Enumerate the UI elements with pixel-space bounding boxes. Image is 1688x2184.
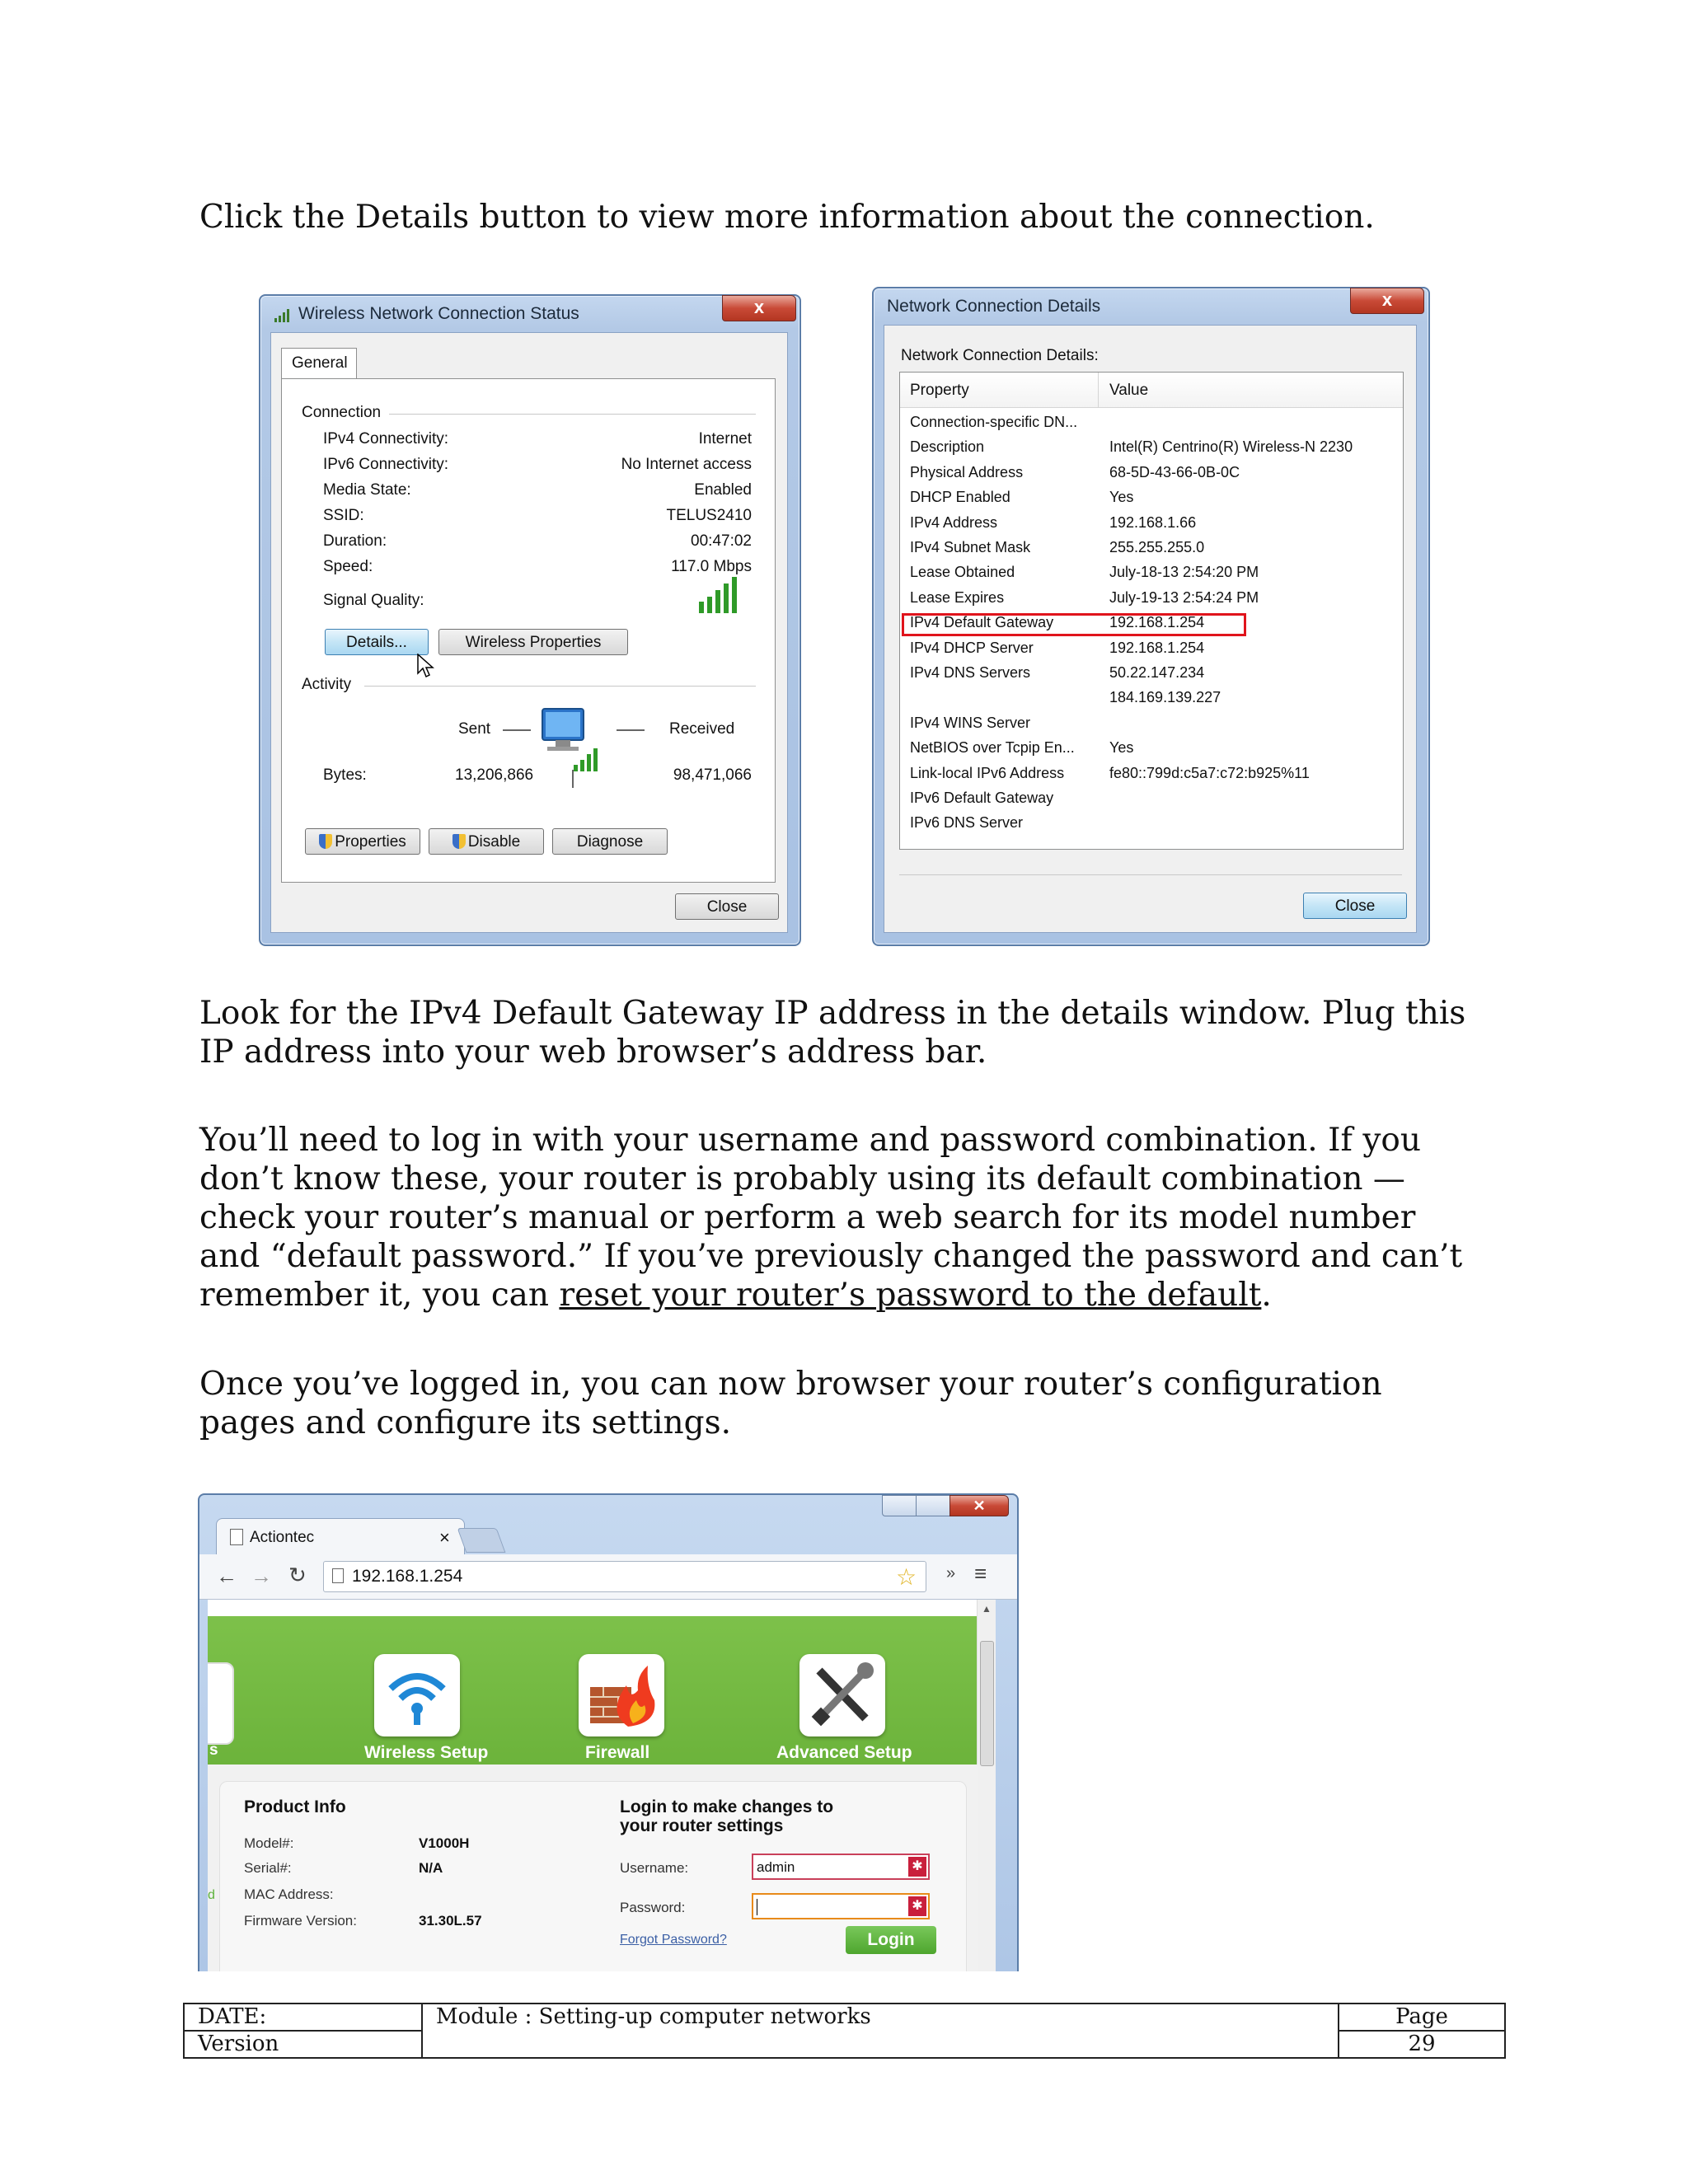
detail-value: 255.255.255.0: [1109, 539, 1205, 555]
detail-value: 50.22.147.234: [1109, 664, 1205, 681]
activity-divider: [364, 686, 756, 687]
nav-firewall[interactable]: [579, 1654, 702, 1765]
details-close-button[interactable]: Close: [1303, 893, 1407, 919]
paragraph-gateway-instruction: Look for the IPv4 Default Gateway IP address in the details window. Plug this IP address into your web browser’s address bar.: [199, 995, 1466, 1071]
ipv6-connectivity-value: No Internet access: [621, 456, 752, 473]
tab-general[interactable]: General: [281, 348, 357, 379]
uac-shield-icon: [319, 834, 332, 849]
page-scrollbar[interactable]: ▲: [977, 1600, 996, 1971]
status-close-button[interactable]: Close: [675, 893, 779, 920]
sent-label: Sent: [458, 720, 491, 738]
browser-toolbar: [199, 1554, 1017, 1600]
address-page-icon: [332, 1568, 344, 1583]
model-label: Model#:: [244, 1835, 294, 1851]
nav-advanced-setup[interactable]: [776, 1654, 941, 1765]
wireless-properties-button[interactable]: Wireless Properties: [438, 629, 628, 655]
wireless-icon: [374, 1654, 460, 1736]
browser-window: [198, 1493, 1019, 1971]
new-tab-button[interactable]: [457, 1528, 506, 1553]
detail-property: Connection-specific DN...: [910, 414, 1078, 430]
back-arrow-icon[interactable]: ←: [216, 1563, 237, 1588]
details-list: [899, 372, 1404, 850]
address-bar[interactable]: [323, 1561, 926, 1592]
login-heading-line2: your router settings: [620, 1816, 784, 1835]
nav-partial-label[interactable]: s: [209, 1741, 218, 1759]
paragraph-configure-instruction: Once you’ve logged in, you can now browser your router’s configuration pages and configure its settings.: [199, 1366, 1382, 1441]
footer-table: [183, 2003, 1506, 2059]
password-label: Password:: [620, 1900, 686, 1915]
footer-date-label: DATE:: [184, 2004, 422, 2031]
product-info-heading: Product Info: [244, 1797, 346, 1816]
status-window: [259, 294, 801, 946]
signal-quality-label: Signal Quality:: [323, 592, 424, 609]
uac-shield-icon: [452, 834, 466, 849]
speed-label: Speed:: [323, 558, 373, 575]
detail-property: IPv6 Default Gateway: [910, 790, 1054, 806]
detail-property: IPv4 Address: [910, 513, 998, 531]
status-window-title: Wireless Network Connection Status: [298, 304, 579, 323]
properties-button[interactable]: [305, 828, 420, 855]
duration-label: Duration:: [323, 532, 387, 550]
serial-label: Serial#:: [244, 1860, 292, 1876]
detail-value: Intel(R) Centrino(R) Wireless-N 2230: [1109, 438, 1353, 456]
address-text: 192.168.1.254: [352, 1567, 463, 1586]
detail-value: Yes: [1109, 489, 1134, 506]
bytes-label: Bytes:: [323, 766, 367, 784]
received-line: [617, 729, 645, 731]
nav-wireless-setup-label: Wireless Setup: [364, 1743, 489, 1762]
advanced-setup-icon: [799, 1654, 885, 1736]
paragraph-details-instruction: Click the Details button to view more information about the connection.: [199, 199, 1375, 236]
signal-bars-icon: [697, 577, 742, 617]
detail-property: Lease Expires: [910, 588, 1005, 606]
disable-button[interactable]: [429, 828, 544, 855]
browser-tab-close-icon[interactable]: ×: [439, 1527, 450, 1548]
bytes-sent-value: 13,206,866: [455, 766, 534, 784]
tab-panel: [281, 378, 776, 883]
reload-icon[interactable]: ↻: [288, 1563, 307, 1587]
reset-password-link[interactable]: reset your router’s password to the default: [559, 1277, 1262, 1314]
detail-property: IPv6 DNS Server: [910, 814, 1024, 832]
forward-arrow-icon[interactable]: →: [251, 1563, 272, 1588]
maximize-button[interactable]: [916, 1495, 950, 1516]
detail-property: IPv4 Default Gateway: [910, 614, 1054, 631]
footer-page-number: 29: [1339, 2031, 1505, 2058]
detail-property: NetBIOS over Tcpip En...: [910, 739, 1075, 757]
media-state-label: Media State:: [323, 481, 411, 499]
detail-property: DHCP Enabled: [910, 489, 1010, 506]
detail-property: IPv4 DNS Servers: [910, 664, 1031, 681]
menu-icon[interactable]: ≡: [974, 1561, 987, 1586]
detail-value: 192.168.1.254: [1109, 639, 1205, 656]
nav-firewall-label: Firewall: [585, 1743, 650, 1762]
gateway-highlight-box: [902, 613, 1246, 636]
bookmark-star-icon[interactable]: ☆: [896, 1564, 917, 1590]
nav-advanced-setup-label: Advanced Setup: [776, 1743, 912, 1762]
login-heading-line1: Login to make changes to: [620, 1797, 834, 1816]
detail-property: IPv4 DHCP Server: [910, 639, 1034, 656]
firmware-value: 31.30L.57: [419, 1913, 482, 1929]
page-icon: [230, 1529, 243, 1545]
connection-divider: [389, 414, 756, 415]
status-window-close-x[interactable]: x: [722, 295, 796, 321]
footer-module-text: Module : Setting-up computer networks: [422, 2004, 1339, 2058]
side-letter: d: [208, 1888, 215, 1902]
mouse-cursor-icon: [417, 654, 435, 684]
browser-tab-title: Actiontec: [250, 1529, 315, 1546]
window-controls: [882, 1495, 1014, 1516]
detail-value: 192.168.1.66: [1109, 513, 1197, 531]
details-divider: [899, 874, 1402, 875]
detail-value: July-19-13 2:54:24 PM: [1109, 588, 1259, 606]
footer-page-label: Page: [1339, 2004, 1505, 2031]
detail-property: IPv4 WINS Server: [910, 714, 1031, 731]
details-heading: Network Connection Details:: [901, 347, 1099, 364]
received-label: Received: [669, 720, 735, 738]
column-header-property[interactable]: Property: [910, 382, 969, 399]
detail-value: 68-5D-43-66-0B-0C: [1109, 463, 1240, 480]
nav-partial-icon[interactable]: [208, 1662, 234, 1745]
detail-property: IPv4 Subnet Mask: [910, 539, 1031, 555]
details-window-client: [884, 325, 1417, 933]
username-required-icon: ✱: [908, 1857, 926, 1877]
serial-value: N/A: [419, 1860, 443, 1876]
router-page: [208, 1600, 996, 1971]
browser-tab[interactable]: [216, 1518, 465, 1555]
login-text-before-link: You’ll need to log in with your username and password combination. If you don’t know these, your router is probably using its default combination — check your router’s manual or perform a web search for its model number and “default password.” If you’ve previously changed the password and can’t remember it, you can: [199, 1122, 1463, 1314]
details-window-title: Network Connection Details: [887, 297, 1101, 316]
disable-button-label: Disable: [467, 833, 521, 851]
detail-value: 192.168.1.254: [1109, 614, 1205, 631]
detail-property: Physical Address: [910, 463, 1024, 480]
router-nav-bar: [208, 1600, 996, 1765]
firewall-icon: [579, 1654, 664, 1736]
ipv4-connectivity-label: IPv4 Connectivity:: [323, 430, 449, 448]
scrollbar-thumb[interactable]: [980, 1641, 994, 1766]
details-button[interactable]: Details...: [325, 629, 429, 655]
login-button[interactable]: Login: [846, 1926, 936, 1954]
duration-value: 00:47:02: [691, 532, 752, 550]
router-content-panel: [208, 1765, 978, 1971]
password-input[interactable]: [752, 1893, 930, 1919]
detail-property: Lease Obtained: [910, 564, 1015, 581]
detail-value: Yes: [1109, 739, 1134, 757]
column-header-value[interactable]: Value: [1109, 382, 1149, 399]
detail-value: July-18-13 2:54:20 PM: [1109, 564, 1259, 581]
ipv4-connectivity-value: Internet: [698, 430, 752, 448]
sent-line: [503, 729, 531, 731]
firmware-label: Firmware Version:: [244, 1913, 357, 1929]
details-list-header: [900, 373, 1403, 408]
username-label: Username:: [620, 1860, 689, 1876]
mac-address-label: MAC Address:: [244, 1886, 334, 1902]
detail-value: fe80::799d:c5a7:c72:b925%11: [1109, 764, 1310, 781]
connection-section-label: Connection: [302, 404, 382, 421]
diagnose-button[interactable]: Diagnose: [552, 828, 668, 855]
username-input[interactable]: [752, 1854, 930, 1880]
wifi-signal-icon: [274, 307, 292, 322]
media-state-value: Enabled: [694, 481, 752, 499]
footer-version-label: Version: [184, 2031, 422, 2058]
properties-button-label: Properties: [335, 833, 406, 851]
network-computer-icon: [537, 707, 603, 777]
bytes-received-value: 98,471,066: [673, 766, 752, 784]
password-required-icon: ✱: [908, 1896, 926, 1916]
overflow-chevron-icon[interactable]: »: [946, 1564, 956, 1582]
username-value: admin: [757, 1859, 795, 1875]
forgot-password-link[interactable]: Forgot Password?: [620, 1933, 727, 1947]
model-value: V1000H: [419, 1835, 470, 1851]
detail-value: 184.169.139.227: [1109, 689, 1221, 706]
status-window-client: [270, 332, 788, 933]
login-text-after-link: .: [1261, 1277, 1272, 1314]
speed-value: 117.0 Mbps: [671, 558, 752, 575]
activity-section-label: Activity: [302, 676, 352, 693]
detail-property: Link-local IPv6 Address: [910, 764, 1065, 781]
close-window-button[interactable]: ✕: [950, 1495, 1009, 1516]
bytes-separator: [572, 770, 574, 788]
paragraph-login-instruction: [199, 1121, 1485, 1315]
ipv6-connectivity-label: IPv6 Connectivity:: [323, 456, 449, 473]
nav-wireless-setup[interactable]: [356, 1654, 489, 1765]
ssid-label: SSID:: [323, 507, 364, 524]
detail-property: Description: [910, 438, 985, 456]
ssid-value: TELUS2410: [666, 507, 752, 524]
details-window-close-x[interactable]: x: [1350, 288, 1424, 314]
details-window: [872, 287, 1430, 946]
minimize-button[interactable]: [882, 1495, 917, 1516]
